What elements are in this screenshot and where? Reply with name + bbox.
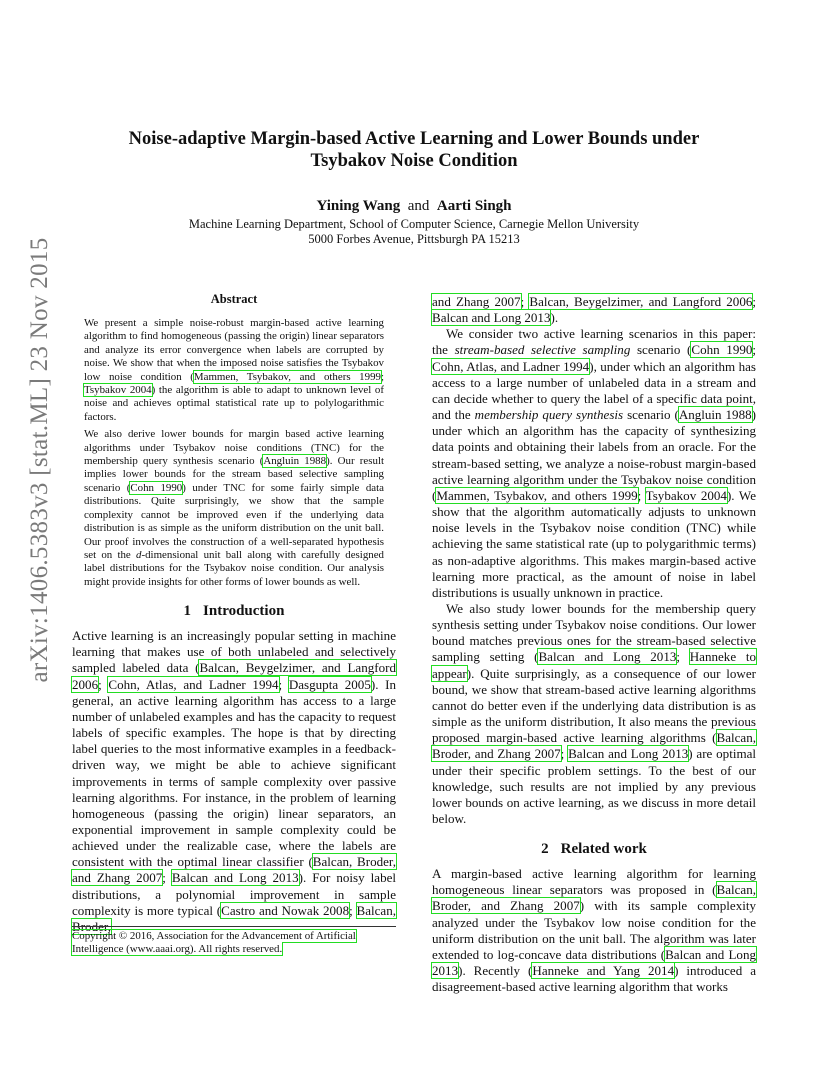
title-line-1: Noise-adaptive Margin-based Active Learning and Lower Bounds under: [128, 129, 700, 149]
abstract-body: [84, 317, 384, 589]
right-column-body: [432, 294, 756, 827]
intro-paragraph-1: Active learning is an increasingly popular setting in machine learning that makes use of both unlabeled and selectively sampled labeled data (Balcan, Beygelzimer, and Langford 2006; Cohn, Atlas, and Ladner 1994; Dasgupta 2005). In general, an active learning algorithm has access to a large number of unlabeled examples and has the capacity to request labels of specific examples. The hope is that by directing label queries to the most informative examples in a feedback-driven way, we might be able to achieve significant improvements in terms of sample complexity over passive learning algorithms. For instance, in the problem of learning homogeneous (passing the origin) linear separators, an exponential improvement in sample complexity could be achieved under the realizable case, where the labels are consistent with the optimal linear classifier (Balcan, Broder, and Zhang 2007; Balcan and Long 2013). For noisy label distributions, a polynomial improvement in sample complexity is more typical (Castro and Nowak 2008; Balcan, Broder,: [72, 628, 397, 934]
arxiv-identifier: arXiv:1406.5383v3 [stat.ML] 23 Nov 2015: [26, 237, 53, 683]
citation-link[interactable]: Angluin 1988: [678, 407, 752, 423]
citation-link[interactable]: Balcan, Beygelzimer, and Langford 2006: [529, 294, 753, 309]
title-line-2: Tsybakov Noise Condition: [310, 151, 518, 171]
related-work-body: [432, 866, 756, 995]
section-heading-introduction: 1 Introduction: [183, 603, 285, 620]
citation-link[interactable]: Balcan and Long 2013: [538, 649, 677, 665]
citation-link[interactable]: Cohn 1990: [691, 342, 753, 358]
citation-link[interactable]: Hanneke and Yang 2014: [532, 963, 675, 979]
citation-link[interactable]: Balcan, Broder, and Zhang 2007: [432, 730, 756, 762]
abstract-paragraph-1: We present a simple noise-robust margin-based active learning algorithm to find homogeneous (passing the origin) linear separators and analyze its error convergence when labels are corrupted by noise. We show that when the imposed noise satisfies the Tsybakov low noise condition (Mammen, Tsybakov, and others 1999; Tsybakov 2004) the algorithm is able to adapt to unknown level of noise and achieves optimal statistical rate up to polylogarithmic factors.: [84, 317, 384, 423]
citation-link[interactable]: Dasgupta 2005: [288, 676, 371, 692]
citation-link[interactable]: Castro and Nowak 2008: [221, 902, 350, 918]
citation-link[interactable]: Balcan and Long 2013: [568, 746, 689, 762]
author-2: Aarti Singh: [436, 198, 512, 214]
citation-link[interactable]: Balcan, Broder, and Zhang 2007: [72, 854, 396, 886]
citation-link[interactable]: Mammen, Tsybakov, and others 1999: [193, 370, 381, 383]
citation-link[interactable]: Tsybakov 2004: [84, 384, 152, 397]
citation-link[interactable]: Tsybakov 2004: [645, 487, 727, 503]
author-1: Yining Wang: [316, 198, 401, 214]
left-column: [72, 292, 396, 935]
affiliation-line-1: Machine Learning Department, School of Computer Science, Carnegie Mellon University: [188, 217, 640, 231]
citation-link[interactable]: Cohn, Atlas, and Ladner 1994: [432, 358, 590, 374]
citation-link[interactable]: Balcan, Beygelzimer, and Langford 2006: [72, 660, 396, 692]
intro-paragraph-3: We also study lower bounds for the membership query synthesis setting under Tsybakov noise conditions. Our lower bound matches previous ones for the stream-based selective sampling setting (Balcan and Long 2013; Hanneke to appear). Quite surprisingly, as a consequence of our lower bound, we show that stream-based active learning algorithms cannot do better even if the underlying data distribution is as simple as the uniform distribution, It also means the previous proposed margin-based active learning algorithms (Balcan, Broder, and Zhang 2007; Balcan and Long 2013) are optimal under their specific problem settings. To the best of our knowledge, such results are not implied by any previous lower bounds on active learning, as we discuss in more detail below.: [432, 600, 757, 826]
paper-title: [100, 128, 728, 172]
authors: [100, 198, 728, 215]
introduction-body: [72, 628, 396, 935]
citation-link[interactable]: Mammen, Tsybakov, and others 1999: [436, 487, 638, 503]
citation-link[interactable]: Balcan and Long 2013: [171, 870, 299, 886]
intro-paragraph-2: We consider two active learning scenarios in this paper: the stream-based selective sampling scenario (Cohn 1990; Cohn, Atlas, and Ladner 1994), under which an algorithm has access to a large number of unlabeled data in a stream and can decide whether to query the label of a specific data point, and the membership query synthesis scenario (Angluin 1988) under which an algorithm has the capacity of synthesizing data points and obtaining their labels from an oracle. For the stream-based setting, we analyze a noise-robust margin-based active learning algorithm under the Tsybakov noise condition (Mammen, Tsybakov, and others 1999; Tsybakov 2004). We show that the algorithm automatically adjusts to unknown noise levels in the Tsybakov noise condition (TNC) while achieving the same statistical rate (up to polygarithmic terms) as non-adaptive algorithms. This makes margin-based active learning more practical, as the amount of noise in label distributions is usually unknown in practice.: [432, 326, 757, 600]
abstract-heading: Abstract: [210, 292, 258, 306]
right-column: [432, 294, 756, 995]
citation-link[interactable]: Angluin 1988: [263, 455, 327, 468]
intro-paragraph-1-continued: and Zhang 2007; Balcan, Beygelzimer, and Langford 2006; Balcan and Long 2013).: [432, 294, 757, 326]
citation-link[interactable]: Balcan and Long 2013: [432, 946, 756, 979]
citation-link[interactable]: Cohn 1990: [130, 481, 183, 494]
citation-link[interactable]: Hanneke to appear: [432, 649, 757, 681]
section-heading-related-work: 2 Related work: [541, 841, 647, 858]
copyright-link[interactable]: Copyright © 2016, Association for the Advancement of Artificial Intelligence (www.aaai.org). All rights reserved.: [72, 930, 356, 956]
abstract-paragraph-2: We also derive lower bounds for margin based active learning algorithms under Tsybakov noise conditions (TNC) for the membership query synthesis scenario (Angluin 1988). Our result implies lower bounds for the stream based selective sampling scenario (Cohn 1990) under TNC for some fairly simple data distributions. Quite surprisingly, we show that the sample complexity cannot be improved even if the underlying data distribution is as simple as the uniform distribution on the unit ball. Our proof involves the construction of a well-separated hypothesis set on the d-dimensional unit ball along with carefully designed label distributions for the Tsybakov noise condition. Our analysis might provide insights for other forms of lower bounds as well.: [84, 428, 385, 588]
citation-link[interactable]: and Zhang 2007: [432, 294, 521, 309]
copyright-notice: [72, 926, 396, 957]
author-conjunction: and: [407, 198, 430, 214]
citation-link[interactable]: Balcan, Broder, and Zhang 2007: [432, 882, 756, 914]
citation-link[interactable]: Balcan and Long 2013: [432, 310, 551, 326]
related-work-paragraph-1: A margin-based active learning algorithm for learning homogeneous linear separators was proposed in (Balcan, Broder, and Zhang 2007) with its sample complexity analyzed under the Tsybakov low noise condition for the uniform distribution on the unit ball. The algorithm was later extended to log-concave data distributions (Balcan and Long 2013). Recently (Hanneke and Yang 2014) introduced a disagreement-based active learning algorithm that works: [432, 866, 756, 995]
citation-link[interactable]: Cohn, Atlas, and Ladner 1994: [108, 676, 279, 692]
citation-link[interactable]: Balcan, Broder,: [72, 902, 396, 934]
affiliation: [100, 217, 728, 247]
affiliation-line-2: 5000 Forbes Avenue, Pittsburgh PA 15213: [308, 232, 520, 246]
